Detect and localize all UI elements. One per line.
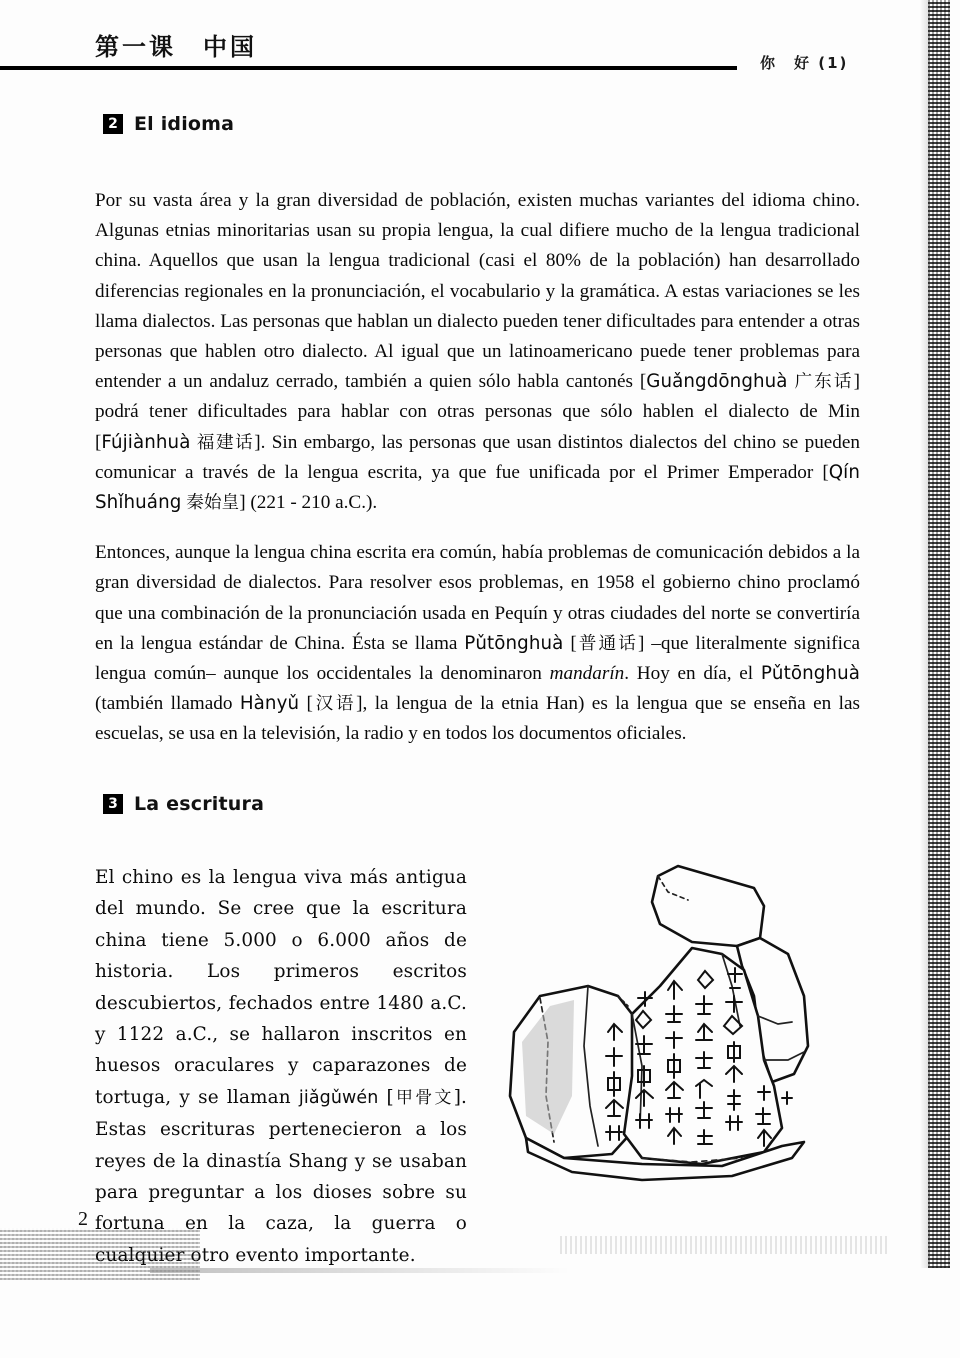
page-header <box>0 0 960 92</box>
page-number: 2 <box>78 1208 88 1230</box>
pinyin-putonghua: Pǔtōnghuà <box>464 632 564 654</box>
scan-edge-artifact-right <box>928 0 950 1268</box>
book-title: 你 好 (1) <box>760 54 849 72</box>
scan-faint-artifact-bottom-right <box>560 1236 890 1254</box>
hanzi-guangdonghua: 广东话 <box>794 372 854 393</box>
chapter-title: 第一课 中国 <box>95 33 257 61</box>
hanzi-hanyu: 汉语 <box>312 694 357 715</box>
section-number-badge: 2 <box>103 114 123 134</box>
header-rule <box>0 66 737 70</box>
hanzi-qinshihuang: 秦始皇 <box>186 493 240 514</box>
paragraph-dialects: Por su vasta área y la gran diversidad de población, existen muchas variantes del idioma chino. Algunas etnias minoritarias usan su propia lengua, la cual difiere mucho de la lengua tradicional china. Aquellos que usan la lengua tradicional (casi el 80% de la población) han desarrollado diferencias regionales en la pronunciación, el vocabulario y la gramática. A estas variaciones se les llama dialectos. Las personas que hablan un dialecto pueden tener dificultades para entender a otras personas que hablen otro dialecto. Al igual que un latinoamericano puede tener problemas para entender a un andaluz cerrado, también a quien sólo habla cantonés [Guǎngdōnghuà 广东话] podrá tener dificultades para hablar con otras personas que sólo hablen el dialecto de Min [Fújiànhuà 福建话]. Sin embargo, las personas que usan distintos dialectos del chino se pueden comunicar a través de la lengua escrita, ya que fue unificada por el Primer Emperador [Qín Shǐhuáng 秦始皇] (221 - 210 a.C.). <box>95 190 861 514</box>
paragraph-putonghua: Entonces, aunque la lengua china escrita era común, había problemas de comunicación debidos a la gran diversidad de dialectos. Para resolver esos problemas, en 1958 el gobierno chino proclamó que una combinación de la pronunciación usada en Pequín y otras ciudades del norte se convertiría en la lengua estándar de China. Ésta se llama Pǔtōnghuà [普通话] –que literalmente significa lengua común– aunque los occidentales la denominaron mandarín. Hoy en día, el Pǔtōnghuà (también llamado Hànyǔ [汉语], la lengua de la etnia Han) es la lengua que se enseña en las escuelas, se usa en la televisión, la radio y en todos los documentos oficiales. <box>95 542 861 745</box>
idioma-body-text <box>95 186 860 750</box>
section-heading-la-escritura <box>103 793 264 815</box>
pinyin-fujianhua: Fújiànhuà <box>101 431 191 453</box>
escritura-body-text <box>95 862 467 1271</box>
pinyin-hanyu: Hànyǔ <box>239 693 300 715</box>
pinyin-qinshihuang: Qín Shǐhuáng <box>95 461 860 514</box>
section-number-badge: 3 <box>103 794 123 814</box>
section-title: El idioma <box>134 113 235 135</box>
section-heading-el-idioma <box>103 113 234 135</box>
hanzi-putonghua: 普通话 <box>576 633 638 654</box>
pinyin-jiaguwen: jiǎgǔwén <box>298 1087 379 1108</box>
pinyin-guangdonghua: Guǎngdōnghuà <box>646 371 788 393</box>
oracle-bone-illustration <box>492 846 822 1198</box>
paragraph-jiaguwen: El chino es la lengua viva más antigua del mundo. Se cree que la escritura china tiene 5.000 o 6.000 años de historia. Los primeros escritos descubiertos, fechados entre 1480 a.C. y 1122 a.C., se hallaron inscritos en huesos oraculares y caparazones de tortuga, y se llaman jiǎgǔwén [甲骨文]. Estas escrituras pertenecieron a los reyes de la dinastía Shang y se usaban para preguntar a los dioses sobre su fortuna en la caza, la guerra o cualquier otro evento importante. <box>95 867 468 1266</box>
hanzi-fujianhua: 福建话 <box>196 432 255 453</box>
pinyin-putonghua-2: Pǔtōnghuà <box>760 663 861 685</box>
term-mandarin: mandarín <box>549 663 625 685</box>
section-title: La escritura <box>134 793 265 815</box>
hanzi-jiaguwen: 甲骨文 <box>393 1086 454 1107</box>
